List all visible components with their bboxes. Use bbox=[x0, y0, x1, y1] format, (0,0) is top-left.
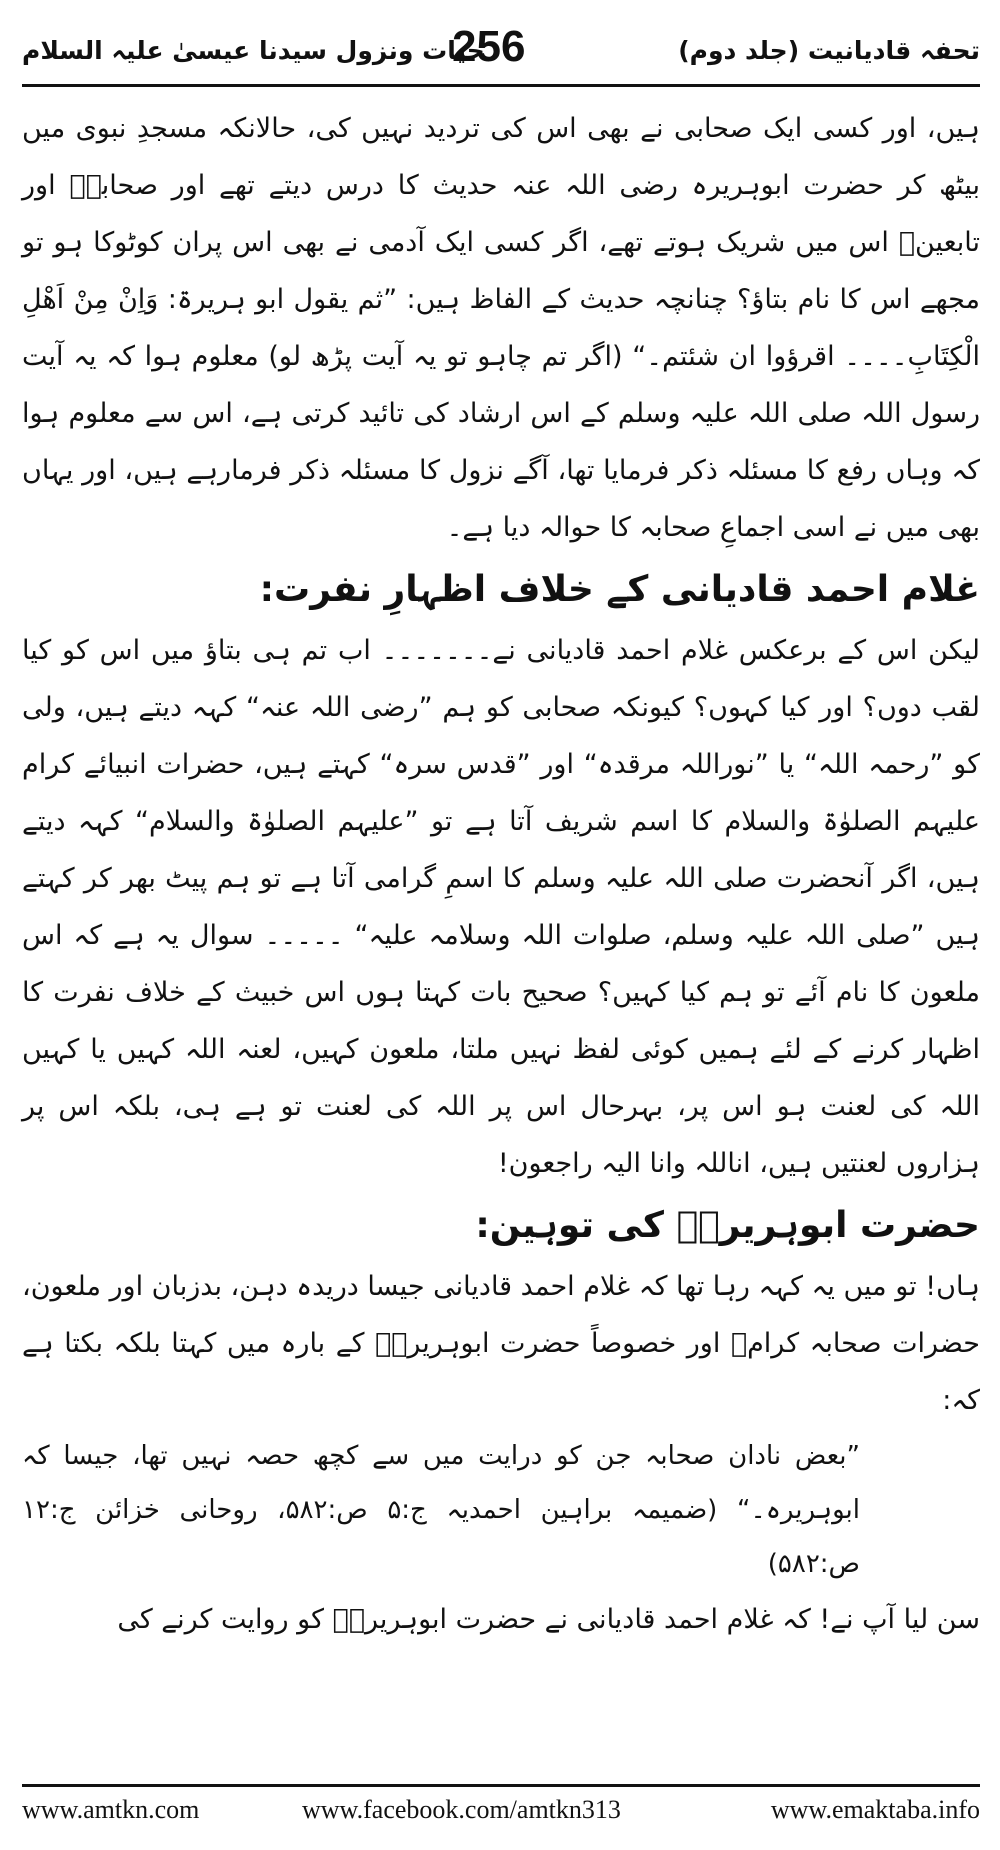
heading-hatred: غلام احمد قادیانی کے خلاف اظہارِ نفرت: bbox=[259, 569, 980, 610]
footer-divider bbox=[22, 1784, 980, 1787]
page-header bbox=[22, 22, 980, 87]
footer-link-emaktaba[interactable]: www.emaktaba.info bbox=[770, 1795, 980, 1824]
footer-link-amtkn[interactable]: www.amtkn.com bbox=[22, 1795, 200, 1824]
paragraph-2: لیکن اس کے برعکس غلام احمد قادیانی نے۔۔۔۔۔۔۔ اب تم ہی بتاؤ میں اس کو کیا لقب دوں؟ اور کیا کہوں؟ کیونکہ صحابی کو ہم ”رضی اللہ عنہ“ کہہ دیتے ہیں، ولی کو ”رحمہ اللہ“ یا ”نوراللہ مرقدہ“ اور ”قدس سرہ“ کہتے ہیں، حضرات انبیائے کرام علیہم الصلوٰۃ والسلام کا اسم شریف آتا ہے تو ”علیہم الصلوٰۃ والسلام“ کہہ دیتے ہیں، اگر آنحضرت صلی اللہ علیہ وسلم کا اسمِ گرامی آتا ہے تو ہم پیٹ بھر کر کہتے ہیں ”صلی اللہ علیہ وسلم، صلوات اللہ وسلامہ علیہ“ ۔۔۔۔۔ سوال یہ ہے کہ اس ملعون کا نام آئے تو ہم کیا کہیں؟ صحیح بات کہتا ہوں اس خبیث کے خلاف نفرت کا اظہار کرنے کے لئے ہمیں کوئی لفظ نہیں ملتا، ملعون کہیں، لعنہ اللہ کہیں یا کہیں اللہ کی لعنت ہو اس پر، بہرحال اس پر اللہ کی لعنت تو ہے ہی، بلکہ اس پر ہزاروں لعنتیں ہیں، اناللہ وانا الیہ راجعون! bbox=[22, 635, 980, 1179]
heading-abu-hurairah: حضرت ابوہریرہؓ کی توہین: bbox=[475, 1205, 980, 1246]
paragraph-3: ہاں! تو میں یہ کہہ رہا تھا کہ غلام احمد قادیانی جیسا دریدہ دہن، بدزبان اور ملعون، حضرات صحابہ کرامؓ اور خصوصاً حضرت ابوہریرہؓ کے بارہ میں کہتا بلکہ بکتا ہے کہ: bbox=[22, 1271, 980, 1416]
paragraph-4: سن لیا آپ نے! کہ غلام احمد قادیانی نے حضرت ابوہریرہؓ کو روایت کرنے کی bbox=[117, 1604, 980, 1635]
section-title: حیات ونزول سیدنا عیسیٰ علیہ السلام bbox=[22, 36, 485, 65]
paragraph-1: ہیں، اور کسی ایک صحابی نے بھی اس کی تردید نہیں کی، حالانکہ مسجدِ نبوی میں بیٹھ کر حضرت ابوہریرہ رضی اللہ عنہ حدیث کا درس دیتے تھے اور صحابہؓ اور تابعینؒ اس میں شریک ہوتے تھے، اگر کسی ایک آدمی نے بھی اس پران کوٹوکا ہو تو مجھے اس کا نام بتاؤ؟ چنانچہ حدیث کے الفاظ ہیں: ”ثم یقول ابو ہریرۃ: وَاِنْ مِنْ اَھْلِ الْکِتَابِ۔۔۔۔ اقرؤوا ان شئتم۔“ (اگر تم چاہو تو یہ آیت پڑھ لو) معلوم ہوا کہ یہ آیت رسول اللہ صلی اللہ علیہ وسلم کے اس ارشاد کی تائید کرتی ہے، اس سے معلوم ہوا کہ وہاں رفع کا مسئلہ ذکر فرمایا تھا، آگے نزول کا مسئلہ ذکر فرمارہے ہیں، اور یہاں بھی میں نے اسی اجماعِ صحابہ کا حوالہ دیا ہے۔ bbox=[22, 113, 980, 543]
page-number: 256 bbox=[452, 22, 526, 71]
page-content bbox=[22, 100, 980, 1648]
page bbox=[22, 0, 980, 1850]
footer-link-facebook[interactable]: www.facebook.com/amtkn313 bbox=[302, 1795, 621, 1824]
page-footer bbox=[22, 1795, 980, 1835]
block-quote: ”بعض نادان صحابہ جن کو درایت میں سے کچھ حصہ نہیں تھا، جیسا کہ ابوہریرہ۔“ (ضمیمہ براہین احمدیہ ج:۵ ص:۵۸۲، روحانی خزائن ج:۱۲ ص:۵۸۲) bbox=[22, 1441, 860, 1579]
book-title: تحفہ قادیانیت (جلد دوم) bbox=[678, 36, 980, 65]
